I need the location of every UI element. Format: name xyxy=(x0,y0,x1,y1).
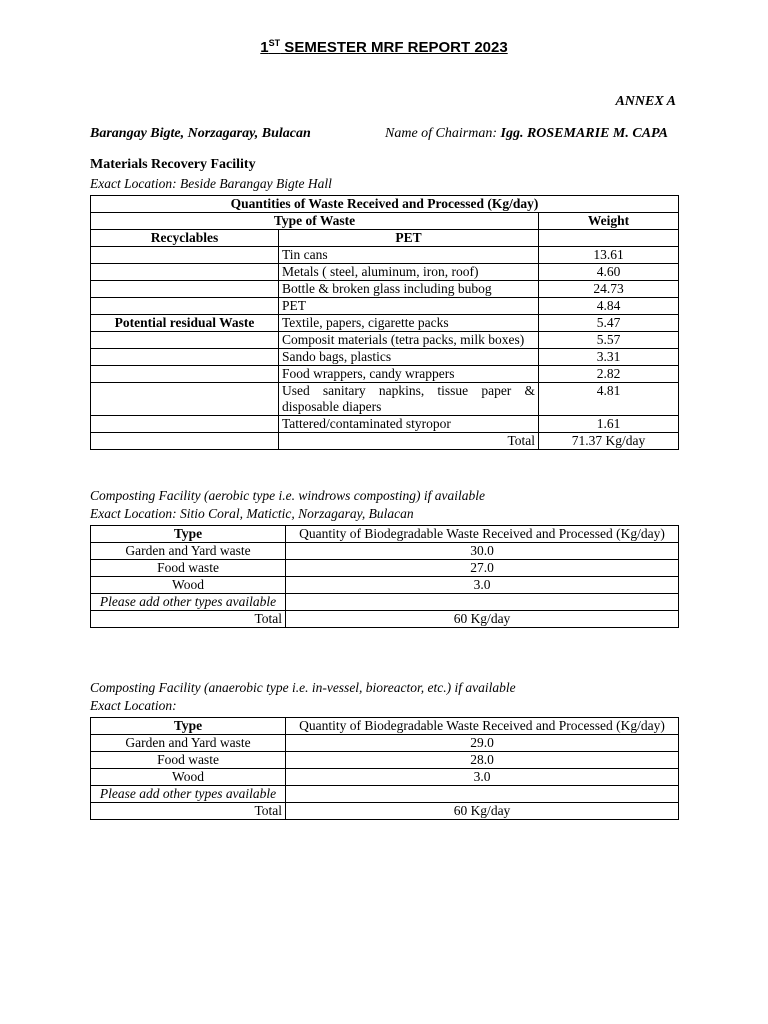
annex-label: ANNEX A xyxy=(615,94,676,109)
waste-weight: 4.60 xyxy=(539,264,679,281)
table-row xyxy=(91,769,679,786)
waste-weight: 24.73 xyxy=(539,281,679,298)
waste-type: Wood xyxy=(91,577,286,594)
waste-type: Food waste xyxy=(91,752,286,769)
table-row xyxy=(91,735,679,752)
waste-type: Garden and Yard waste xyxy=(91,543,286,560)
total-label: Total xyxy=(279,433,539,450)
anaerobic-table xyxy=(90,717,679,820)
table-row xyxy=(91,349,679,366)
waste-weight: 4.81 xyxy=(539,383,679,416)
total-label: Total xyxy=(91,803,286,820)
waste-qty: 27.0 xyxy=(286,560,679,577)
chairman-line: Name of Chairman: Igg. ROSEMARIE M. CAPA xyxy=(385,126,668,141)
table-row xyxy=(91,752,679,769)
waste-item: Textile, papers, cigarette packs xyxy=(279,315,539,332)
anaerobic-location: Exact Location: xyxy=(90,698,177,713)
aerobic-heading: Composting Facility (aerobic type i.e. windrows composting) if available xyxy=(90,488,485,503)
mrf-table-title: Quantities of Waste Received and Processed (Kg/day) xyxy=(91,196,679,213)
waste-item: Metals ( steel, aluminum, iron, roof) xyxy=(279,264,539,281)
waste-qty: 3.0 xyxy=(286,577,679,594)
waste-item: Tin cans xyxy=(279,247,539,264)
total-label: Total xyxy=(91,611,286,628)
waste-weight: 1.61 xyxy=(539,416,679,433)
table-row xyxy=(91,281,679,298)
table-row xyxy=(91,332,679,349)
category-residual: Potential residual Waste xyxy=(91,315,279,332)
waste-qty: 3.0 xyxy=(286,769,679,786)
col-weight: Weight xyxy=(539,213,679,230)
total-row xyxy=(91,803,679,820)
mrf-table xyxy=(90,195,679,450)
total-value: 71.37 Kg/day xyxy=(539,433,679,450)
col-quantity: Quantity of Biodegradable Waste Received and Processed (Kg/day) xyxy=(286,526,679,543)
waste-weight: 3.31 xyxy=(539,349,679,366)
waste-type: Wood xyxy=(91,769,286,786)
waste-item: Used sanitary napkins, tissue paper & disposable diapers xyxy=(279,383,539,416)
table-row xyxy=(91,543,679,560)
table-row xyxy=(91,577,679,594)
waste-item: Food wrappers, candy wrappers xyxy=(279,366,539,383)
table-row xyxy=(91,786,679,803)
col-type-of-waste: Type of Waste xyxy=(91,213,539,230)
other-types-note: Please add other types available xyxy=(91,594,286,611)
table-row xyxy=(91,264,679,281)
mrf-location: Exact Location: Beside Barangay Bigte Hall xyxy=(90,176,332,191)
aerobic-location: Exact Location: Sitio Coral, Matictic, Norzagaray, Bulacan xyxy=(90,506,414,521)
waste-type: Garden and Yard waste xyxy=(91,735,286,752)
table-row xyxy=(91,416,679,433)
waste-qty: 28.0 xyxy=(286,752,679,769)
table-row xyxy=(91,315,679,332)
waste-item: Bottle & broken glass including bubog xyxy=(279,281,539,298)
table-row xyxy=(91,298,679,315)
category-recyclables: Recyclables xyxy=(91,230,279,247)
waste-weight: 13.61 xyxy=(539,247,679,264)
waste-type: Food waste xyxy=(91,560,286,577)
barangay-name: Barangay Bigte, Norzagaray, Bulacan xyxy=(90,126,311,141)
waste-item: Sando bags, plastics xyxy=(279,349,539,366)
table-row xyxy=(91,560,679,577)
table-row xyxy=(91,383,679,416)
mrf-heading: Materials Recovery Facility xyxy=(90,157,256,172)
report-title: 1ST SEMESTER MRF REPORT 2023 xyxy=(260,38,508,56)
aerobic-table xyxy=(90,525,679,628)
table-row xyxy=(91,247,679,264)
col-quantity: Quantity of Biodegradable Waste Received and Processed (Kg/day) xyxy=(286,718,679,735)
total-row xyxy=(91,611,679,628)
col-type: Type xyxy=(91,526,286,543)
total-value: 60 Kg/day xyxy=(286,611,679,628)
waste-qty: 29.0 xyxy=(286,735,679,752)
total-row xyxy=(91,433,679,450)
total-value: 60 Kg/day xyxy=(286,803,679,820)
table-row xyxy=(91,594,679,611)
waste-item: Composit materials (tetra packs, milk boxes) xyxy=(279,332,539,349)
col-type: Type xyxy=(91,718,286,735)
other-types-note: Please add other types available xyxy=(91,786,286,803)
waste-weight: 2.82 xyxy=(539,366,679,383)
waste-weight: 5.57 xyxy=(539,332,679,349)
waste-qty: 30.0 xyxy=(286,543,679,560)
table-row xyxy=(91,366,679,383)
category-recyclables-sub: PET xyxy=(279,230,539,247)
anaerobic-heading: Composting Facility (anaerobic type i.e. in-vessel, bioreactor, etc.) if available xyxy=(90,680,516,695)
waste-weight: 4.84 xyxy=(539,298,679,315)
waste-item: Tattered/contaminated styropor xyxy=(279,416,539,433)
waste-weight: 5.47 xyxy=(539,315,679,332)
waste-item: PET xyxy=(279,298,539,315)
